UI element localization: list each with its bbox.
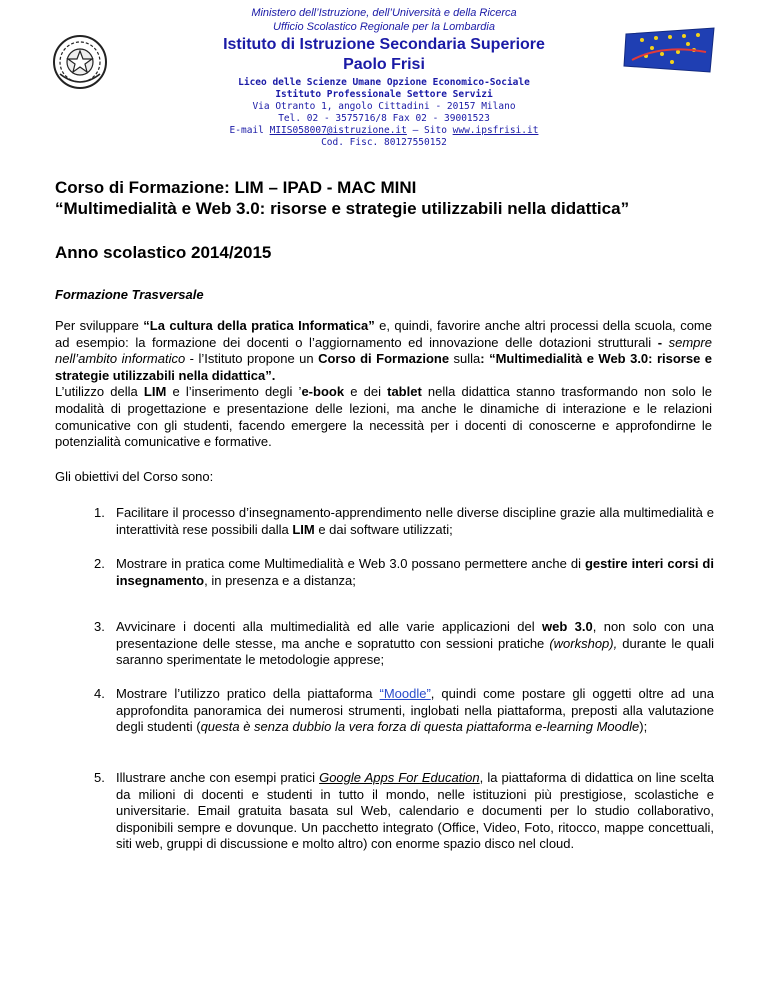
site-prefix: – Sito xyxy=(406,125,453,136)
website-link[interactable]: www.ipsfrisi.it xyxy=(452,125,539,136)
email-prefix: E-mail xyxy=(229,125,270,136)
office-line: Ufficio Scolastico Regionale per la Lombardia xyxy=(273,21,495,33)
course-subtitle: “Multimedialità e Web 3.0: risorse e strategie utilizzabili nella didattica” xyxy=(55,199,630,218)
letterhead xyxy=(150,6,618,149)
objectives-intro: Gli obiettivi del Corso sono: xyxy=(55,469,214,484)
school-name-line1: Istituto di Istruzione Secondaria Superiore xyxy=(223,36,545,53)
school-year: Anno scolastico 2014/2015 xyxy=(55,243,272,262)
liceo-line: Liceo delle Scienze Umane Opzione Economico-Sociale xyxy=(238,77,530,88)
email-link[interactable]: MIIS058007@istruzione.it xyxy=(269,125,407,136)
section-heading: Formazione Trasversale xyxy=(55,287,204,302)
ministry-line: Ministero dell’Istruzione, dell’Università e della Ricerca xyxy=(251,7,517,19)
document-page: Ministero dell’Istruzione, dell’Università e della Ricerca Ufficio Scolastico Regionale per la Lombardia Istituto di Istruzione Secondaria Superiore Paolo Frisi Liceo delle Scienze Umane Opzione Economico-Sociale Istituto Professionale Settore Servizi Via Otranto 1, angolo Cittadini - 20157 Milano Tel. 02 - 3575716/8 Fax 02 - 39001523 E-mail MIIS058007@istruzione.it – Sito www.ipsfrisi.it Cod. Fisc. 80127550152 Corso di Formazione: LIM – IPAD - MAC MINI “Multimedialità e Web 3.0: risorse e strategie utilizzabili nella didattica” Anno scolastico 2014/2015 Formazione Trasversale Per sviluppare “La cultura della pratica Informatica” e, quindi, favorire anche altri processi della scuola, come ad esempio: la formazione dei docenti o l’aggiornamento ed innovazione delle dotazioni strutturali - sempre nell’ambito informatico - l’Istituto propone un Corso di Formazione sulla: “Multimedialità e Web 3.0: risorse e strategie utilizzabili nella didattica”. L’utilizzo della LIM e l’inserimento degli ’e-book e dei tablet nella didattica stanno trasformando non solo le modalità di progettazione e presentazione delle lezioni, ma anche le dinamiche di interazione e le relazioni comunicative con gli studenti, facendo emergere la necessità per i docenti di conoscerne e approfondirne le potenzialità comunicative e formative. Gli obiettivi del Corso sono: 1. Facilitare il processo d’insegnamento-apprendimento nelle diverse discipline grazie alla multimedialità e interattività rese possibili dalla LIM e dai software utilizzati; 2. Mostrare in pratica come Multimedialità e Web 3.0 possano permettere anche di gestire interi corsi di insegnamento, in presenza e a distanza; 3. Avvicinare i docenti alla multimedialità ed alle varie applicazioni del web 3.0, non solo con una presentazione delle stesse, ma anche e sopratutto con sessioni pratiche (workshop), durante le quali saranno sperimentate le metodologie apprese; 4. Mostrare l’utilizzo pratico della piattaforma “Moodle”, quindi come postare gli oggetti oltre ad una approfondita panoramica dei numerosi strumenti, inglobati nella piattaforma, preposti alla valutazione degli studenti (questa è senza dubbio la vera forza di questa piattaforma e-learning Moodle); 5. Illustrare anche con esempi pratici Google Apps For Education, la piattaforma di didattica on line scelta da milioni di docenti e studenti in tutto il mondo, nelle istituzioni più prestigiose, scolastiche e universitarie. Email gratuita basata sul Web, calendario e documenti per lo studio collaborativo, disponibili sempre e dovunque. Un pacchetto integrato (Office, Video, Foto, ritocco, mappe concettuali, siti web, gruppi di discussione e molto altro) con enorme spazio disco nel cloud. xyxy=(0,0,768,994)
moodle-link[interactable]: “Moodle” xyxy=(379,686,431,701)
contact-line xyxy=(150,125,618,137)
fiscal-code-line: Cod. Fisc. 80127550152 xyxy=(321,137,447,148)
phone-line: Tel. 02 - 3575716/8 Fax 02 - 39001523 xyxy=(278,113,490,124)
address-line: Via Otranto 1, angolo Cittadini - 20157 Milano xyxy=(252,101,516,112)
school-name-line2: Paolo Frisi xyxy=(343,56,425,73)
eu-flag-logo xyxy=(622,26,718,76)
course-title: Corso di Formazione: LIM – IPAD - MAC MINI xyxy=(55,178,417,197)
italian-republic-emblem xyxy=(52,34,108,90)
intro-paragraph: Per sviluppare “La cultura della pratica Informatica” e, quindi, favorire anche altri processi della scuola, come ad esempio: la formazione dei docenti o l’aggiornamento ed innovazione delle dotazioni strutturali - sempre nell’ambito informatico - l’Istituto propone un Corso di Formazione sulla: “Multimedialità e Web 3.0: risorse e strategie utilizzabili nella didattica”. L’utilizzo della LIM e l’inserimento degli ’e-book e dei tablet nella didattica stanno trasformando non solo le modalità di progettazione e presentazione delle lezioni, ma anche le dinamiche di interazione e le relazioni comunicative con gli studenti, facendo emergere la necessità per i docenti di conoscerne e approfondirne le potenzialità comunicative e formative. xyxy=(55,318,713,450)
istituto-line: Istituto Professionale Settore Servizi xyxy=(275,89,493,100)
google-apps-link[interactable]: Google Apps For Education xyxy=(319,770,480,785)
